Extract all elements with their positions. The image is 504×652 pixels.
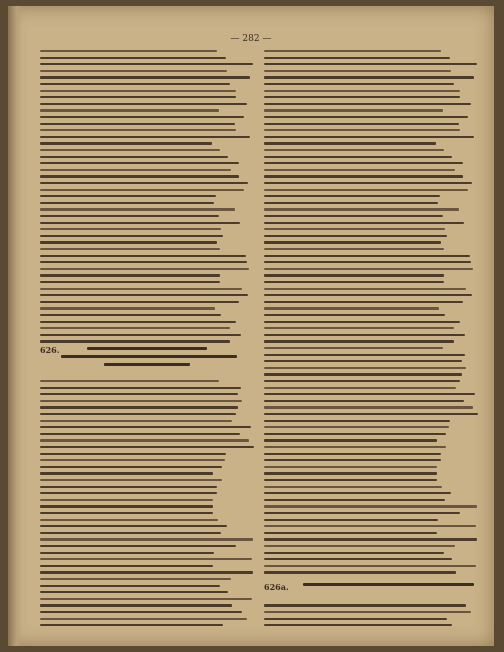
- text-line: [40, 103, 247, 105]
- text-line: [40, 169, 231, 171]
- document-page: [8, 6, 494, 646]
- text-line: [40, 433, 240, 435]
- section-heading-line: [104, 363, 190, 366]
- text-line: [40, 274, 220, 276]
- text-line: [40, 558, 252, 560]
- text-line: [40, 248, 220, 250]
- text-line: [264, 433, 446, 435]
- text-line: [40, 624, 223, 626]
- text-line: [40, 57, 226, 59]
- text-line: [264, 123, 459, 125]
- text-line: [264, 314, 445, 316]
- text-line: [264, 149, 444, 151]
- text-line: [264, 129, 460, 131]
- text-line: [264, 294, 472, 296]
- text-line: [264, 565, 476, 567]
- text-line: [264, 83, 454, 85]
- text-line: [40, 340, 230, 342]
- text-line: [40, 321, 236, 323]
- text-line: [40, 96, 236, 98]
- text-line: [264, 116, 468, 118]
- text-line: [264, 538, 477, 540]
- text-line: [40, 393, 238, 395]
- text-line: [40, 578, 231, 580]
- section-heading-line: [303, 583, 474, 586]
- text-line: [264, 189, 468, 191]
- text-line: [264, 215, 443, 217]
- text-line: [264, 505, 477, 507]
- section-heading-line: [61, 355, 236, 358]
- text-line: [40, 175, 239, 177]
- text-line: [40, 439, 249, 441]
- text-line: [40, 222, 240, 224]
- text-line: [264, 525, 476, 527]
- text-line: [264, 228, 445, 230]
- text-line: [264, 446, 446, 448]
- text-line: [264, 288, 466, 290]
- text-line: [40, 83, 230, 85]
- text-line: [264, 274, 444, 276]
- text-line: [40, 571, 253, 573]
- text-line: [264, 459, 441, 461]
- text-line: [264, 340, 454, 342]
- text-line: [40, 189, 244, 191]
- text-line: [40, 327, 230, 329]
- section-number-626: 626.: [40, 345, 60, 355]
- text-line: [264, 50, 441, 52]
- text-line: [40, 380, 219, 382]
- text-line: [264, 413, 478, 415]
- text-line: [264, 109, 443, 111]
- text-line: [264, 519, 438, 521]
- text-line: [264, 142, 436, 144]
- text-line: [264, 255, 470, 257]
- text-line: [40, 519, 218, 521]
- text-line: [264, 624, 452, 626]
- text-line: [40, 525, 227, 527]
- text-line: [264, 552, 444, 554]
- text-line: [40, 492, 217, 494]
- text-line: [40, 129, 236, 131]
- text-line: [264, 195, 440, 197]
- text-line: [264, 235, 447, 237]
- text-line: [264, 420, 450, 422]
- text-line: [264, 611, 471, 613]
- text-line: [264, 208, 459, 210]
- text-line: [40, 499, 213, 501]
- text-line: [40, 618, 247, 620]
- text-line: [40, 387, 241, 389]
- text-line: [40, 591, 228, 593]
- text-line: [264, 334, 465, 336]
- text-line: [264, 261, 471, 263]
- text-line: [40, 552, 214, 554]
- text-line: [40, 109, 219, 111]
- text-line: [264, 327, 454, 329]
- text-line: [264, 281, 444, 283]
- text-line: [264, 347, 443, 349]
- text-line: [40, 420, 232, 422]
- text-line: [264, 301, 463, 303]
- text-line: [264, 571, 456, 573]
- text-line: [40, 538, 253, 540]
- text-line: [264, 380, 460, 382]
- text-line: [264, 373, 462, 375]
- text-line: [40, 400, 242, 402]
- text-line: [40, 50, 217, 52]
- text-line: [264, 57, 450, 59]
- text-line: [40, 123, 235, 125]
- text-line: [264, 307, 439, 309]
- text-line: [40, 268, 249, 270]
- text-line: [264, 76, 474, 78]
- text-line: [40, 136, 250, 138]
- text-line: [40, 208, 235, 210]
- text-line: [264, 479, 437, 481]
- text-line: [40, 301, 239, 303]
- text-line: [40, 63, 253, 65]
- text-line: [40, 149, 220, 151]
- section-heading-line: [87, 347, 207, 350]
- text-line: [40, 261, 247, 263]
- text-line: [264, 182, 472, 184]
- text-line: [264, 96, 460, 98]
- binding-edge: [8, 6, 22, 646]
- text-line: [264, 103, 471, 105]
- text-line: [40, 90, 236, 92]
- text-line: [40, 446, 254, 448]
- text-line: [40, 453, 226, 455]
- text-line: [264, 268, 473, 270]
- text-line: [40, 307, 215, 309]
- text-line: [264, 222, 464, 224]
- text-line: [264, 367, 466, 369]
- text-line: [264, 63, 477, 65]
- section-number-626a: 626a.: [264, 582, 289, 592]
- text-line: [40, 228, 221, 230]
- text-line: [40, 182, 248, 184]
- text-line: [40, 288, 242, 290]
- text-line: [264, 466, 437, 468]
- text-line: [40, 532, 221, 534]
- text-line: [40, 202, 214, 204]
- text-line: [264, 453, 441, 455]
- text-line: [40, 479, 222, 481]
- text-line: [40, 162, 239, 164]
- text-line: [264, 162, 463, 164]
- text-line: [40, 156, 228, 158]
- text-line: [264, 156, 452, 158]
- text-line: [40, 70, 227, 72]
- text-line: [264, 558, 452, 560]
- text-line: [40, 486, 217, 488]
- text-line: [40, 426, 251, 428]
- text-line: [40, 512, 213, 514]
- text-line: [40, 314, 221, 316]
- text-line: [40, 598, 252, 600]
- text-line: [40, 585, 220, 587]
- text-line: [264, 354, 465, 356]
- text-line: [40, 281, 220, 283]
- text-line: [40, 195, 216, 197]
- text-line: [40, 611, 242, 613]
- text-line: [264, 90, 460, 92]
- text-line: [40, 505, 213, 507]
- text-line: [40, 565, 213, 567]
- text-line: [264, 360, 462, 362]
- text-line: [264, 400, 464, 402]
- text-line: [40, 406, 238, 408]
- text-line: [264, 387, 456, 389]
- text-line: [264, 512, 460, 514]
- text-line: [40, 472, 213, 474]
- text-line: [40, 466, 222, 468]
- text-line: [264, 393, 475, 395]
- text-line: [40, 294, 248, 296]
- text-line: [40, 604, 232, 606]
- text-line: [264, 406, 473, 408]
- text-line: [264, 492, 451, 494]
- text-line: [264, 486, 442, 488]
- text-line: [264, 472, 437, 474]
- text-line: [40, 334, 241, 336]
- text-line: [40, 142, 212, 144]
- text-line: [264, 532, 437, 534]
- text-line: [264, 499, 445, 501]
- text-line: [264, 136, 474, 138]
- text-line: [264, 439, 437, 441]
- page-number: — 282 —: [230, 34, 272, 44]
- text-line: [40, 413, 236, 415]
- text-line: [40, 76, 250, 78]
- text-line: [40, 545, 236, 547]
- text-line: [40, 116, 244, 118]
- text-line: [264, 241, 441, 243]
- text-line: [264, 604, 466, 606]
- text-line: [264, 70, 451, 72]
- text-line: [40, 235, 223, 237]
- text-line: [264, 248, 444, 250]
- text-line: [264, 202, 438, 204]
- text-line: [264, 545, 455, 547]
- text-line: [264, 175, 463, 177]
- text-line: [40, 241, 217, 243]
- text-line: [40, 459, 225, 461]
- text-line: [264, 321, 460, 323]
- text-line: [40, 215, 219, 217]
- text-line: [40, 255, 246, 257]
- text-line: [264, 169, 455, 171]
- text-line: [264, 618, 447, 620]
- text-line: [264, 426, 449, 428]
